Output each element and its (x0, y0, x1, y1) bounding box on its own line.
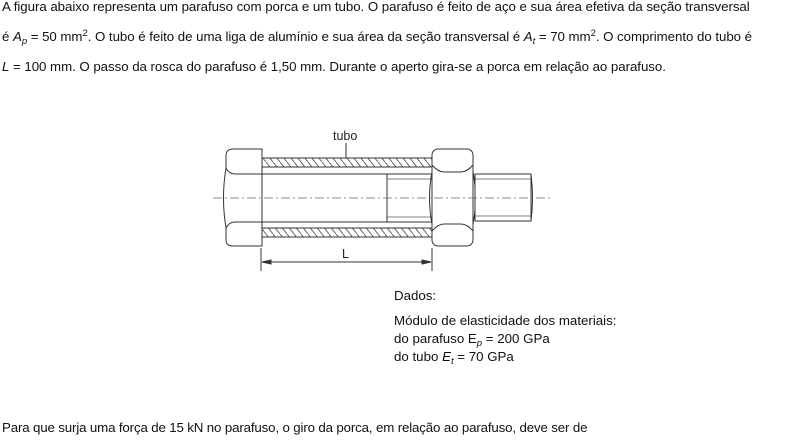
at-value: = 70 mm (535, 29, 591, 44)
bolt-head (224, 149, 263, 246)
text: é (2, 29, 13, 44)
ap-value: = 50 mm (27, 29, 83, 44)
var-at-sub: t (532, 36, 536, 47)
var-ap-sub: p (21, 36, 28, 47)
question-text: Para que surja uma força de 15 kN no parafuso, o giro da porca, em relação ao parafuso, deve ser de (2, 420, 588, 435)
et-var: E (442, 349, 451, 364)
tube (262, 158, 432, 237)
length-label: L (342, 247, 349, 261)
bolt-modulus (394, 330, 616, 348)
text: do tubo (394, 349, 443, 364)
text: do parafuso E (394, 331, 477, 346)
tube-label: tubo (333, 129, 358, 143)
var-ap: A (13, 29, 22, 44)
statement-line-1: A figura abaixo representa um parafuso com porca e um tubo. O parafuso é feito de aço e sua área efetiva da seção transversal (2, 0, 750, 14)
bolt-end (475, 174, 533, 221)
ep-sub: p (476, 338, 483, 349)
text: . O comprimento do tubo é (595, 29, 753, 44)
at-exp: 2 (590, 28, 596, 39)
tube-modulus (394, 348, 616, 366)
var-l: L (2, 59, 10, 74)
text: . O tubo é feito de uma liga de alumínio e sua área da seção transversal é (87, 29, 524, 44)
var-at: A (523, 29, 533, 44)
et-value: = 70 GPa (453, 349, 514, 364)
ep-value: = 200 GPa (482, 331, 550, 346)
ap-exp: 2 (82, 28, 88, 39)
elastic-modulus-heading: Módulo de elasticidade dos materiais: (394, 313, 617, 328)
et-sub: t (450, 356, 454, 367)
nut (430, 149, 476, 246)
text: = 100 mm. O passo da rosca do parafuso é 1,50 mm. Durante o aperto gira-se a porca em relação ao parafuso. (9, 59, 666, 74)
given-data (394, 287, 616, 366)
given-data-title: Dados: (394, 288, 437, 303)
